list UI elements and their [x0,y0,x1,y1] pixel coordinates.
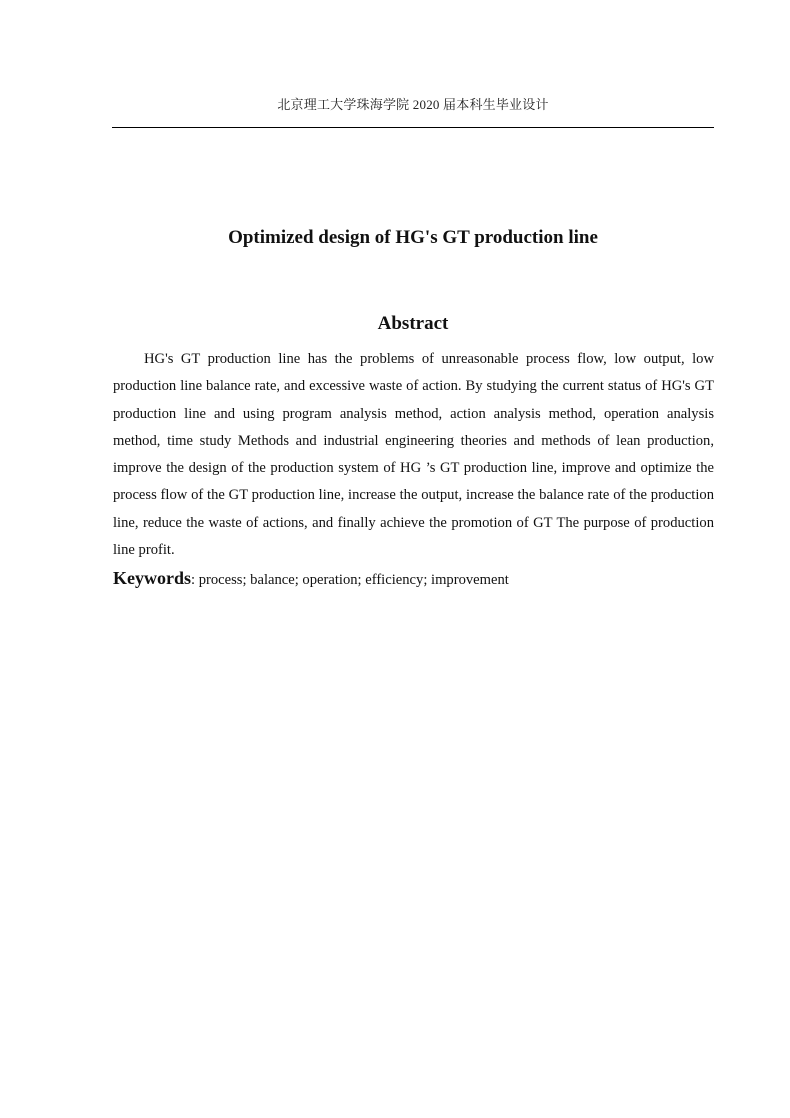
abstract-body: HG's GT production line has the problems of unreasonable process flow, low output, low production line balance rate, and excessive waste of action. By studying the current status of HG's GT production line and using program analysis method, action analysis method, operation analysis method, time study Methods and industrial engineering theories and methods of lean production, improve the design of the production system of HG ’s GT production line, improve and optimize the process flow of the GT production line, increase the output, increase the balance rate of the production line, reduce the waste of actions, and finally achieve the promotion of GT The purpose of production line profit. [113,351,714,559]
abstract-heading: Abstract [377,313,449,334]
keywords-line [113,565,714,594]
keywords-label: Keywords [113,568,191,588]
running-header: 北京理工大学珠海学院 2020 届本科生毕业设计 [277,97,549,112]
header-rule [112,127,714,128]
keywords-text: : process; balance; operation; efficiency; improvement [191,572,509,588]
document-title: Optimized design of HG's GT production line [228,227,598,248]
